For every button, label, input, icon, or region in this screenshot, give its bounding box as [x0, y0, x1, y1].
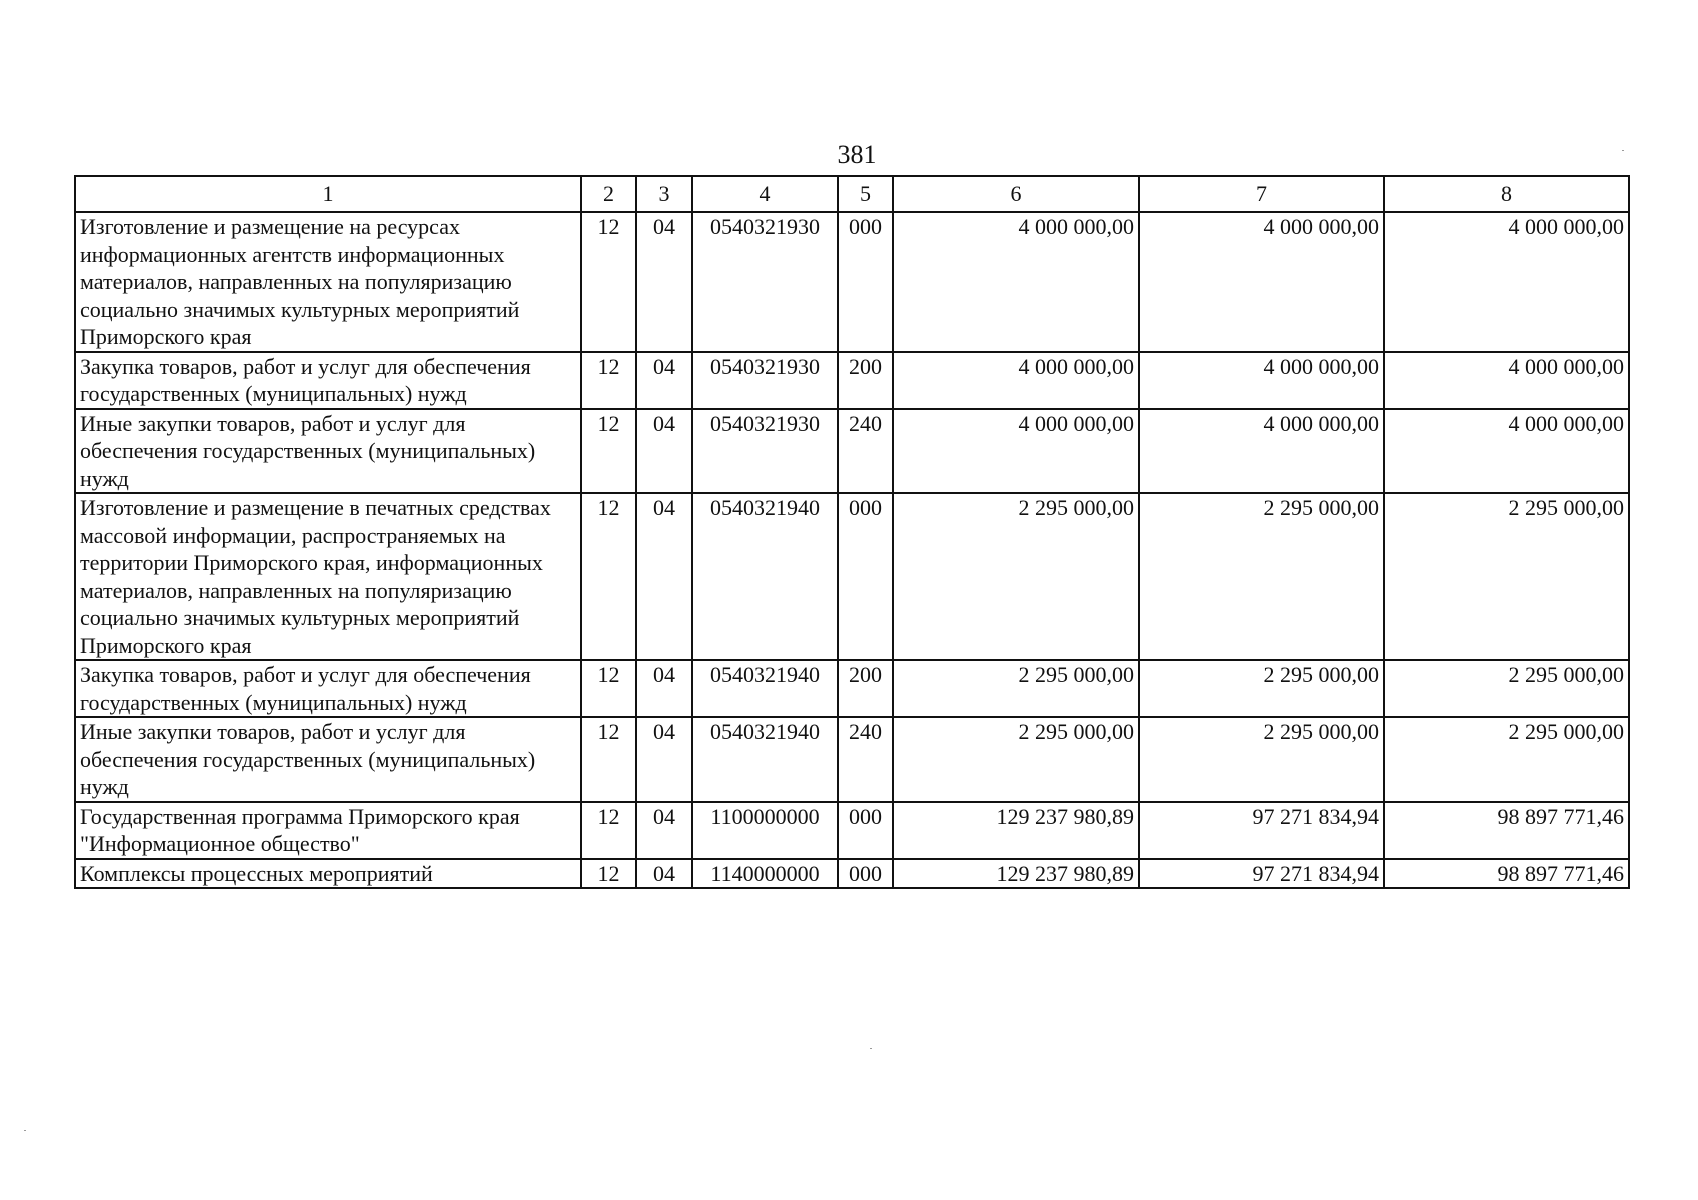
section-code: 12	[581, 859, 636, 889]
expense-type-code: 000	[838, 212, 893, 352]
row-description: Иные закупки товаров, работ и услуг для обеспечения государственных (муниципальных) нужд	[75, 409, 581, 494]
expense-type-code: 240	[838, 717, 893, 802]
row-description: Закупка товаров, работ и услуг для обеспечения государственных (муниципальных) нужд	[75, 660, 581, 717]
subsection-code: 04	[636, 660, 692, 717]
expense-type-code: 000	[838, 859, 893, 889]
amount-col-6: 129 237 980,89	[893, 802, 1139, 859]
subsection-code: 04	[636, 717, 692, 802]
table-row	[75, 352, 1629, 409]
amount-col-6: 2 295 000,00	[893, 717, 1139, 802]
subsection-code: 04	[636, 352, 692, 409]
expense-type-code: 240	[838, 409, 893, 494]
column-header: 2	[581, 176, 636, 212]
page-number: 381	[837, 140, 877, 169]
column-header: 7	[1139, 176, 1384, 212]
row-description: Иные закупки товаров, работ и услуг для обеспечения государственных (муниципальных) нужд	[75, 717, 581, 802]
expense-type-code: 200	[838, 660, 893, 717]
row-description: Государственная программа Приморского края "Информационное общество"	[75, 802, 581, 859]
table-row	[75, 493, 1629, 660]
section-code: 12	[581, 802, 636, 859]
subsection-code: 04	[636, 212, 692, 352]
target-article-code: 0540321940	[692, 717, 838, 802]
column-header: 1	[75, 176, 581, 212]
budget-table	[74, 175, 1630, 889]
amount-col-7: 97 271 834,94	[1139, 859, 1384, 889]
amount-col-8: 98 897 771,46	[1384, 802, 1629, 859]
section-code: 12	[581, 660, 636, 717]
table-row	[75, 212, 1629, 352]
section-code: 12	[581, 409, 636, 494]
column-header: 3	[636, 176, 692, 212]
row-description: Комплексы процессных мероприятий	[75, 859, 581, 889]
scan-speck	[870, 1048, 872, 1049]
section-code: 12	[581, 717, 636, 802]
target-article-code: 0540321940	[692, 493, 838, 660]
expense-type-code: 000	[838, 802, 893, 859]
table-row	[75, 859, 1629, 889]
subsection-code: 04	[636, 409, 692, 494]
subsection-code: 04	[636, 859, 692, 889]
subsection-code: 04	[636, 493, 692, 660]
amount-col-6: 4 000 000,00	[893, 409, 1139, 494]
row-description: Изготовление и размещение на ресурсах информационных агентств информационных материалов, направленных на популяризацию социально значимых культурных мероприятий Приморского края	[75, 212, 581, 352]
table-row	[75, 802, 1629, 859]
amount-col-8: 4 000 000,00	[1384, 409, 1629, 494]
amount-col-7: 4 000 000,00	[1139, 212, 1384, 352]
expense-type-code: 000	[838, 493, 893, 660]
subsection-code: 04	[636, 802, 692, 859]
amount-col-7: 2 295 000,00	[1139, 493, 1384, 660]
scan-speck	[1622, 150, 1624, 151]
amount-col-7: 2 295 000,00	[1139, 660, 1384, 717]
amount-col-6: 2 295 000,00	[893, 660, 1139, 717]
target-article-code: 1140000000	[692, 859, 838, 889]
amount-col-6: 2 295 000,00	[893, 493, 1139, 660]
target-article-code: 0540321930	[692, 352, 838, 409]
section-code: 12	[581, 352, 636, 409]
amount-col-8: 2 295 000,00	[1384, 660, 1629, 717]
row-description: Закупка товаров, работ и услуг для обеспечения государственных (муниципальных) нужд	[75, 352, 581, 409]
table-row	[75, 717, 1629, 802]
expense-type-code: 200	[838, 352, 893, 409]
amount-col-8: 4 000 000,00	[1384, 352, 1629, 409]
amount-col-6: 4 000 000,00	[893, 212, 1139, 352]
target-article-code: 1100000000	[692, 802, 838, 859]
table-row	[75, 409, 1629, 494]
row-description: Изготовление и размещение в печатных средствах массовой информации, распространяемых на территории Приморского края, информационных материалов, направленных на популяризацию социально значимых культурных мероприятий Приморского края	[75, 493, 581, 660]
target-article-code: 0540321930	[692, 212, 838, 352]
amount-col-7: 97 271 834,94	[1139, 802, 1384, 859]
column-header: 8	[1384, 176, 1629, 212]
amount-col-8: 2 295 000,00	[1384, 493, 1629, 660]
amount-col-8: 2 295 000,00	[1384, 717, 1629, 802]
target-article-code: 0540321940	[692, 660, 838, 717]
amount-col-8: 4 000 000,00	[1384, 212, 1629, 352]
table-row	[75, 660, 1629, 717]
amount-col-8: 98 897 771,46	[1384, 859, 1629, 889]
column-header: 6	[893, 176, 1139, 212]
column-header: 4	[692, 176, 838, 212]
amount-col-7: 2 295 000,00	[1139, 717, 1384, 802]
amount-col-6: 4 000 000,00	[893, 352, 1139, 409]
column-header: 5	[838, 176, 893, 212]
section-code: 12	[581, 212, 636, 352]
amount-col-7: 4 000 000,00	[1139, 352, 1384, 409]
target-article-code: 0540321930	[692, 409, 838, 494]
header-row	[75, 176, 1629, 212]
amount-col-7: 4 000 000,00	[1139, 409, 1384, 494]
amount-col-6: 129 237 980,89	[893, 859, 1139, 889]
scan-speck	[24, 1130, 26, 1131]
section-code: 12	[581, 493, 636, 660]
